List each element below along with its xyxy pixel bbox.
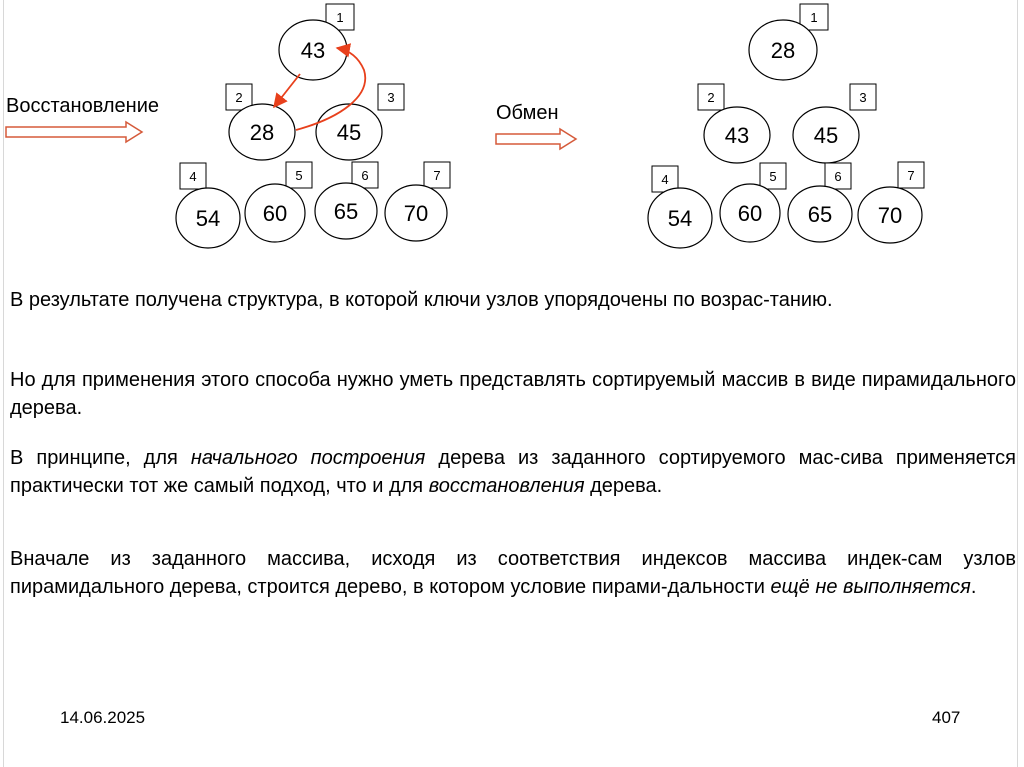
tree-node-value: 65: [807, 202, 833, 227]
tree-node-value: 60: [737, 201, 763, 226]
paragraph-3: [10, 444, 1016, 500]
tree-node-value: 70: [877, 203, 903, 228]
node-index-label: 3: [859, 90, 867, 105]
paragraph-4: [10, 545, 1016, 601]
node-index-label: 6: [834, 169, 842, 184]
text-run: В результате получена структура, в которой ключи узлов упорядочены по возрас-танию.: [10, 289, 833, 311]
text-run: Но для применения этого способа нужно уметь представлять сортируемый массив в виде пирамидального дерева.: [10, 369, 1016, 419]
heap-diagram: [0, 0, 1024, 270]
footer-page-number: 407: [932, 708, 961, 727]
node-index-label: 2: [707, 90, 715, 105]
italic-term: начального построения: [190, 447, 426, 469]
tree-before: [176, 4, 450, 248]
exchange-arrow: [496, 129, 576, 149]
tree-node-value: 28: [249, 120, 275, 145]
tree-node-value: 70: [403, 201, 429, 226]
node-index-label: 7: [907, 168, 915, 183]
tree-node-value: 45: [813, 123, 839, 148]
tree-after: [648, 4, 924, 248]
text-run: В принципе, для: [10, 447, 191, 469]
node-index-label: 5: [769, 169, 777, 184]
text-run: .: [970, 576, 977, 598]
tree-node-value: 43: [300, 38, 326, 63]
node-index-label: 4: [661, 172, 669, 187]
node-index-label: 5: [295, 168, 303, 183]
restore-label: Восстановление: [6, 95, 159, 117]
tree-node-value: 60: [262, 201, 288, 226]
italic-term: восстановления: [428, 475, 585, 497]
node-index-label: 4: [189, 169, 197, 184]
tree-node-value: 43: [724, 123, 750, 148]
node-index-label: 2: [235, 90, 243, 105]
node-index-label: 7: [433, 168, 441, 183]
text-run: Вначале из заданного массива, исходя из соответствия индексов массива индек-сам узлов пирамидального дерева, строится дерево, в котором условие пирами-дальности: [10, 548, 1016, 598]
node-index-label: 3: [387, 90, 395, 105]
node-index-label: 1: [810, 10, 818, 25]
tree-node-value: 28: [770, 38, 796, 63]
tree-node-value: 65: [333, 199, 359, 224]
italic-term: ещё не выполняется: [770, 576, 971, 598]
tree-node-value: 54: [667, 206, 693, 231]
exchange-label: Обмен: [496, 102, 559, 124]
paragraph-2: [10, 366, 1016, 422]
text-run: дерева из заданного сортируемого мас-сива применяется практически тот же самый подход, что и для: [10, 447, 1016, 497]
text-run: дерева.: [584, 475, 663, 497]
paragraph-1: [10, 286, 1016, 314]
restore-arrow: [6, 122, 142, 142]
tree-node-value: 45: [336, 120, 362, 145]
footer-date: 14.06.2025: [60, 708, 146, 727]
node-index-label: 1: [336, 10, 344, 25]
tree-node-value: 54: [195, 206, 221, 231]
swap-arrow-root-to-left: [274, 74, 300, 107]
node-index-label: 6: [361, 168, 369, 183]
